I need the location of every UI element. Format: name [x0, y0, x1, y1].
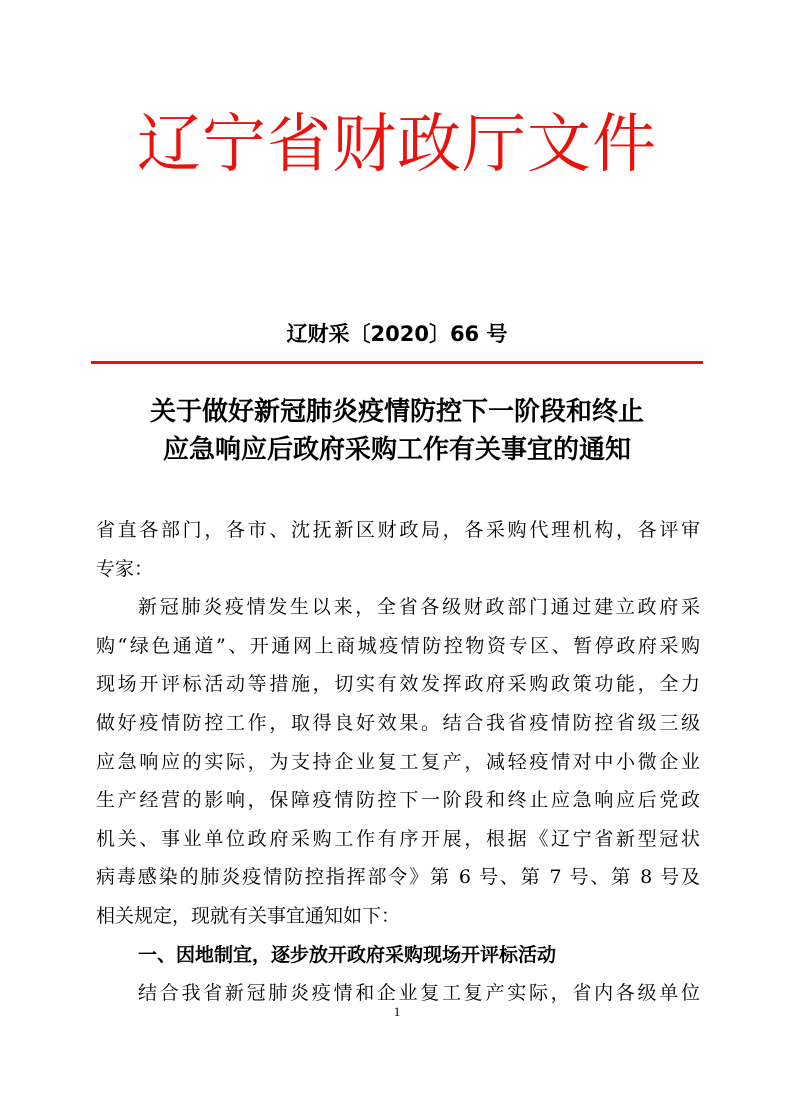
issuing-authority-header: 辽宁省财政厅文件 [137, 108, 657, 182]
section-heading: 一、因地制宜，逐步放开政府采购现场开评标活动 [138, 943, 557, 966]
title-line-1: 关于做好新冠肺炎疫情防控下一阶段和终止 [149, 397, 644, 427]
addressee-line-2: 专家： [96, 557, 154, 580]
document-title [70, 393, 724, 469]
page-number: 1 [393, 1004, 401, 1019]
red-separator-line [91, 361, 703, 364]
document-body [96, 511, 700, 1013]
paragraph-line: 生产经营的影响，保障疫情防控下一阶段和终止应急响应后党政 [96, 789, 700, 812]
paragraph-line: 做好疫情防控工作，取得良好效果。结合我省疫情防控省级三级 [96, 711, 700, 734]
paragraph-line: 应急响应的实际，为支持企业复工复产，减轻疫情对中小微企业 [96, 750, 700, 773]
paragraph-line: 病毒感染的肺炎疫情防控指挥部令》第 6 号、第 7 号、第 8 号及 [96, 866, 700, 889]
paragraph-line: 相关规定，现就有关事宜通知如下： [96, 904, 401, 927]
paragraph-line: 购“绿色通道”、开通网上商城疫情防控物资专区、暂停政府采购 [96, 634, 700, 657]
paragraph-line: 结合我省新冠肺炎疫情和企业复工复产实际，省内各级单位 [138, 982, 700, 1005]
title-line-2: 应急响应后政府采购工作有关事宜的通知 [162, 435, 631, 465]
addressee-line-1: 省直各部门，各市、沈抚新区财政局，各采购代理机构，各评审 [96, 519, 700, 541]
paragraph-line: 机关、事业单位政府采购工作有序开展，根据《辽宁省新型冠状 [96, 827, 700, 850]
paragraph-line: 现场开评标活动等措施，切实有效发挥政府采购政策功能，全力 [96, 673, 700, 696]
paragraph-line: 新冠肺炎疫情发生以来，全省各级财政部门通过建立政府采 [138, 596, 700, 619]
document-number: 辽财采〔2020〕66 号 [286, 322, 508, 346]
